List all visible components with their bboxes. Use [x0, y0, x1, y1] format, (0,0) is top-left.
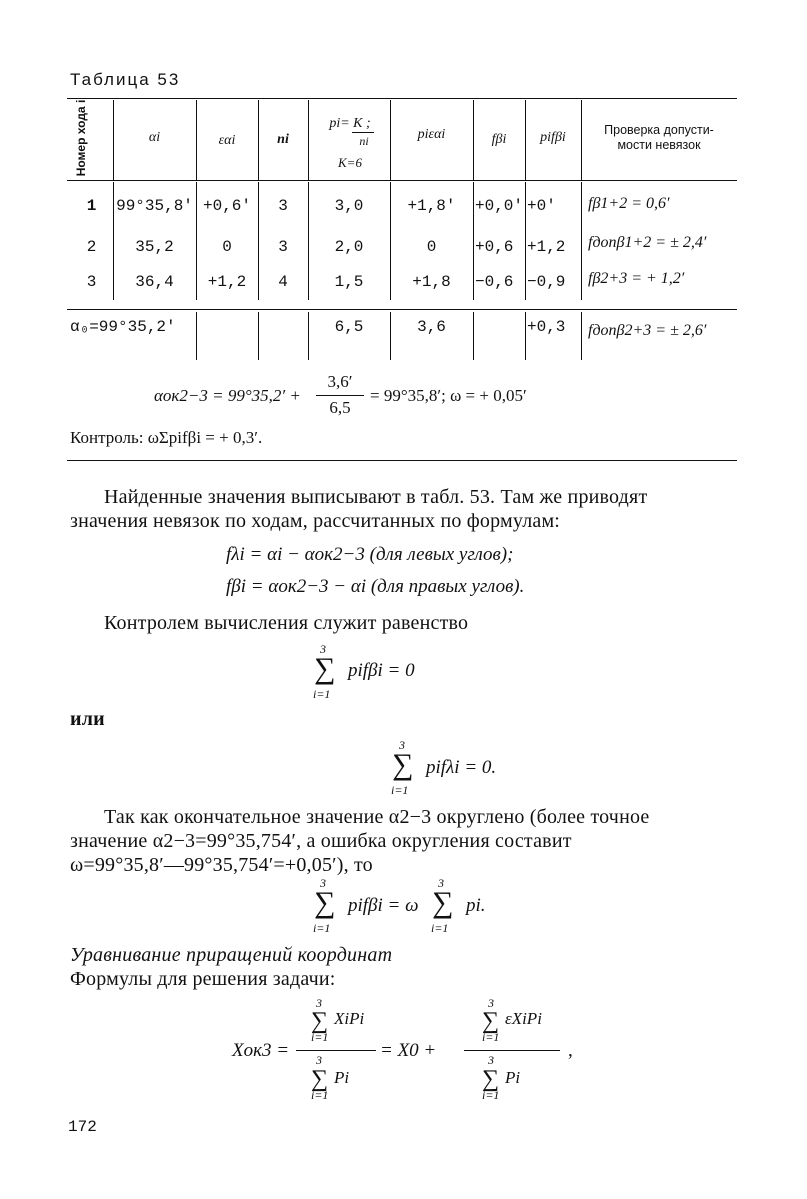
sum-lower-limit: i=1	[311, 1088, 329, 1102]
row-alpha: 36,4	[135, 273, 174, 291]
sum-upper-limit: 3	[320, 876, 326, 890]
col-divider	[258, 312, 259, 360]
header-alpha: αi	[148, 130, 161, 145]
sum-upper-limit: 3	[316, 1053, 322, 1067]
sum-lower-limit: i=1	[391, 783, 409, 797]
sum-upper-limit: 3	[316, 996, 322, 1010]
sum-lower-limit: i=1	[482, 1088, 500, 1102]
row-f: +0,0′	[475, 197, 524, 215]
row-n: 4	[278, 273, 288, 291]
header-p-k: K=6	[338, 155, 362, 170]
sum-upper-limit: 3	[488, 996, 494, 1010]
sum-lower-limit: i=1	[311, 1030, 329, 1044]
table-header-rule	[67, 180, 737, 181]
sum-lower-limit: i=1	[431, 921, 449, 935]
totals-pf: +0,3	[527, 318, 566, 336]
paragraph-line: Найденные значения выписывают в табл. 53. Там же приводят	[104, 486, 648, 508]
formula-x-num: XiPi	[334, 1009, 365, 1028]
formula-x-fraction-line	[464, 1050, 560, 1051]
formula-sum1: pifβi = 0	[348, 660, 415, 681]
page-number: 172	[68, 1118, 97, 1136]
table-bottom-rule	[67, 460, 737, 461]
sigma-icon: ∑	[392, 748, 414, 781]
control-line: Контроль: ωΣpifβi = + 0,3′.	[70, 428, 263, 447]
sum-upper-limit: 3	[399, 738, 405, 752]
header-n: ni	[277, 132, 289, 147]
sum-upper-limit: 3	[320, 642, 326, 656]
paragraph-line: Контролем вычисления служит равенство	[104, 612, 469, 634]
check-value: fβ1+2 = 0,6′	[588, 195, 670, 212]
sum-upper-limit: 3	[488, 1053, 494, 1067]
sigma-icon: ∑	[314, 886, 336, 919]
formula-comma: ,	[568, 1040, 573, 1061]
row-no: 1	[86, 197, 97, 215]
sum-upper-limit: 3	[438, 876, 444, 890]
row-f: +0,6	[475, 238, 514, 256]
row-pf: −0,9	[527, 273, 566, 291]
sigma-icon: ∑	[311, 1008, 329, 1034]
table-body-rule	[67, 309, 737, 310]
row-pf: +1,2	[527, 238, 566, 256]
formula-alpha-fraction-line	[316, 395, 364, 396]
col-divider	[473, 312, 474, 360]
row-pe: +1,8	[412, 273, 451, 291]
col-divider	[581, 100, 582, 180]
col-divider	[308, 100, 309, 180]
check-value: fдопβ1+2 = ± 2,4′	[588, 234, 707, 251]
header-p-den: ni	[359, 134, 369, 148]
sigma-icon: ∑	[311, 1066, 329, 1092]
formula-alpha-num: 3,6′	[327, 372, 353, 391]
header-p-fraction-line	[352, 132, 374, 133]
sigma-icon: ∑	[482, 1008, 500, 1034]
formula-x-fraction-line	[296, 1050, 376, 1051]
row-alpha: 99°35,8′	[116, 197, 193, 215]
header-eps: εαi	[218, 133, 236, 148]
row-eps: +0,6′	[202, 197, 251, 215]
formula-alpha-den: 6,5	[329, 398, 351, 417]
row-no: 2	[86, 238, 97, 256]
formula-sum3-lhs: pifβi = ω	[348, 895, 419, 916]
totals-p: 6,5	[334, 318, 364, 336]
paragraph-line: значения невязок по ходам, рассчитанных по формулам:	[70, 510, 561, 532]
table-top-rule	[67, 98, 737, 99]
formula-x-den: Pi	[334, 1068, 350, 1087]
row-no: 3	[86, 273, 97, 291]
row-p: 1,5	[334, 273, 364, 291]
row-n: 3	[278, 238, 288, 256]
formula-sum3-rhs: pi.	[466, 895, 486, 916]
sum-lower-limit: i=1	[313, 921, 331, 935]
sigma-icon: ∑	[482, 1066, 500, 1092]
sum-lower-limit: i=1	[313, 687, 331, 701]
paragraph-line: Так как окончательное значение α2−3 округлено (более точное	[104, 806, 650, 828]
header-trip-no: Номер хода i	[74, 99, 88, 177]
row-alpha: 35,2	[135, 238, 174, 256]
row-eps: 0	[222, 238, 232, 256]
row-pe: 0	[426, 238, 437, 256]
section-heading: Уравнивание приращений координат	[70, 944, 393, 966]
sum-lower-limit: i=1	[482, 1030, 500, 1044]
row-p: 3,0	[334, 197, 364, 215]
paragraph-line: Формулы для решения задачи:	[70, 968, 336, 990]
header-check	[584, 123, 734, 153]
formula-f-beta: fβi = αок2−3 − αi (для правых углов).	[226, 576, 525, 597]
formula-x-mid: = X0 +	[380, 1040, 437, 1061]
sigma-icon: ∑	[314, 652, 336, 685]
formula-alpha-lhs: αок2−3 = 99°35,2′ +	[154, 386, 301, 405]
totals-alpha0: α₀=99°35,2′	[70, 318, 176, 336]
header-check-line1: Проверка допусти-	[604, 123, 714, 137]
row-eps: +1,2	[207, 273, 247, 291]
row-p: 2,0	[334, 238, 364, 256]
row-pf: +0′	[527, 197, 556, 215]
formula-x-den2: Pi	[505, 1068, 521, 1087]
table-caption: Таблица 53	[70, 70, 181, 89]
check-value: fβ2+3 = + 1,2′	[588, 270, 685, 287]
paragraph-line: значение α2−3=99°35,754′, а ошибка округления составит	[70, 830, 572, 852]
formula-sum2: pifλi = 0.	[426, 757, 497, 778]
row-n: 3	[278, 197, 288, 215]
header-pf: pifβi	[540, 130, 566, 145]
row-pe: +1,8′	[407, 197, 456, 215]
header-pe: piεαi	[417, 127, 446, 142]
row-f: −0,6	[475, 273, 514, 291]
header-p-top: pi= K ;	[329, 116, 371, 131]
check-value: fдопβ2+3 = ± 2,6′	[588, 322, 707, 339]
sigma-icon: ∑	[432, 886, 454, 919]
paragraph-or: или	[70, 708, 105, 730]
paragraph-line: ω=99°35,8′—99°35,754′=+0,05′), то	[70, 854, 373, 876]
totals-pe: 3,6	[417, 318, 446, 336]
col-divider	[196, 312, 197, 360]
formula-alpha-rhs: = 99°35,8′; ω = + 0,05′	[370, 386, 527, 405]
formula-x-lhs: Xок3 =	[232, 1040, 290, 1061]
formula-x-num2: εXiPi	[505, 1009, 542, 1028]
header-f: fβi	[491, 132, 507, 147]
formula-f-lambda: fλi = αi − αок2−3 (для левых углов);	[226, 544, 514, 565]
header-check-line2: мости невязок	[617, 138, 701, 152]
